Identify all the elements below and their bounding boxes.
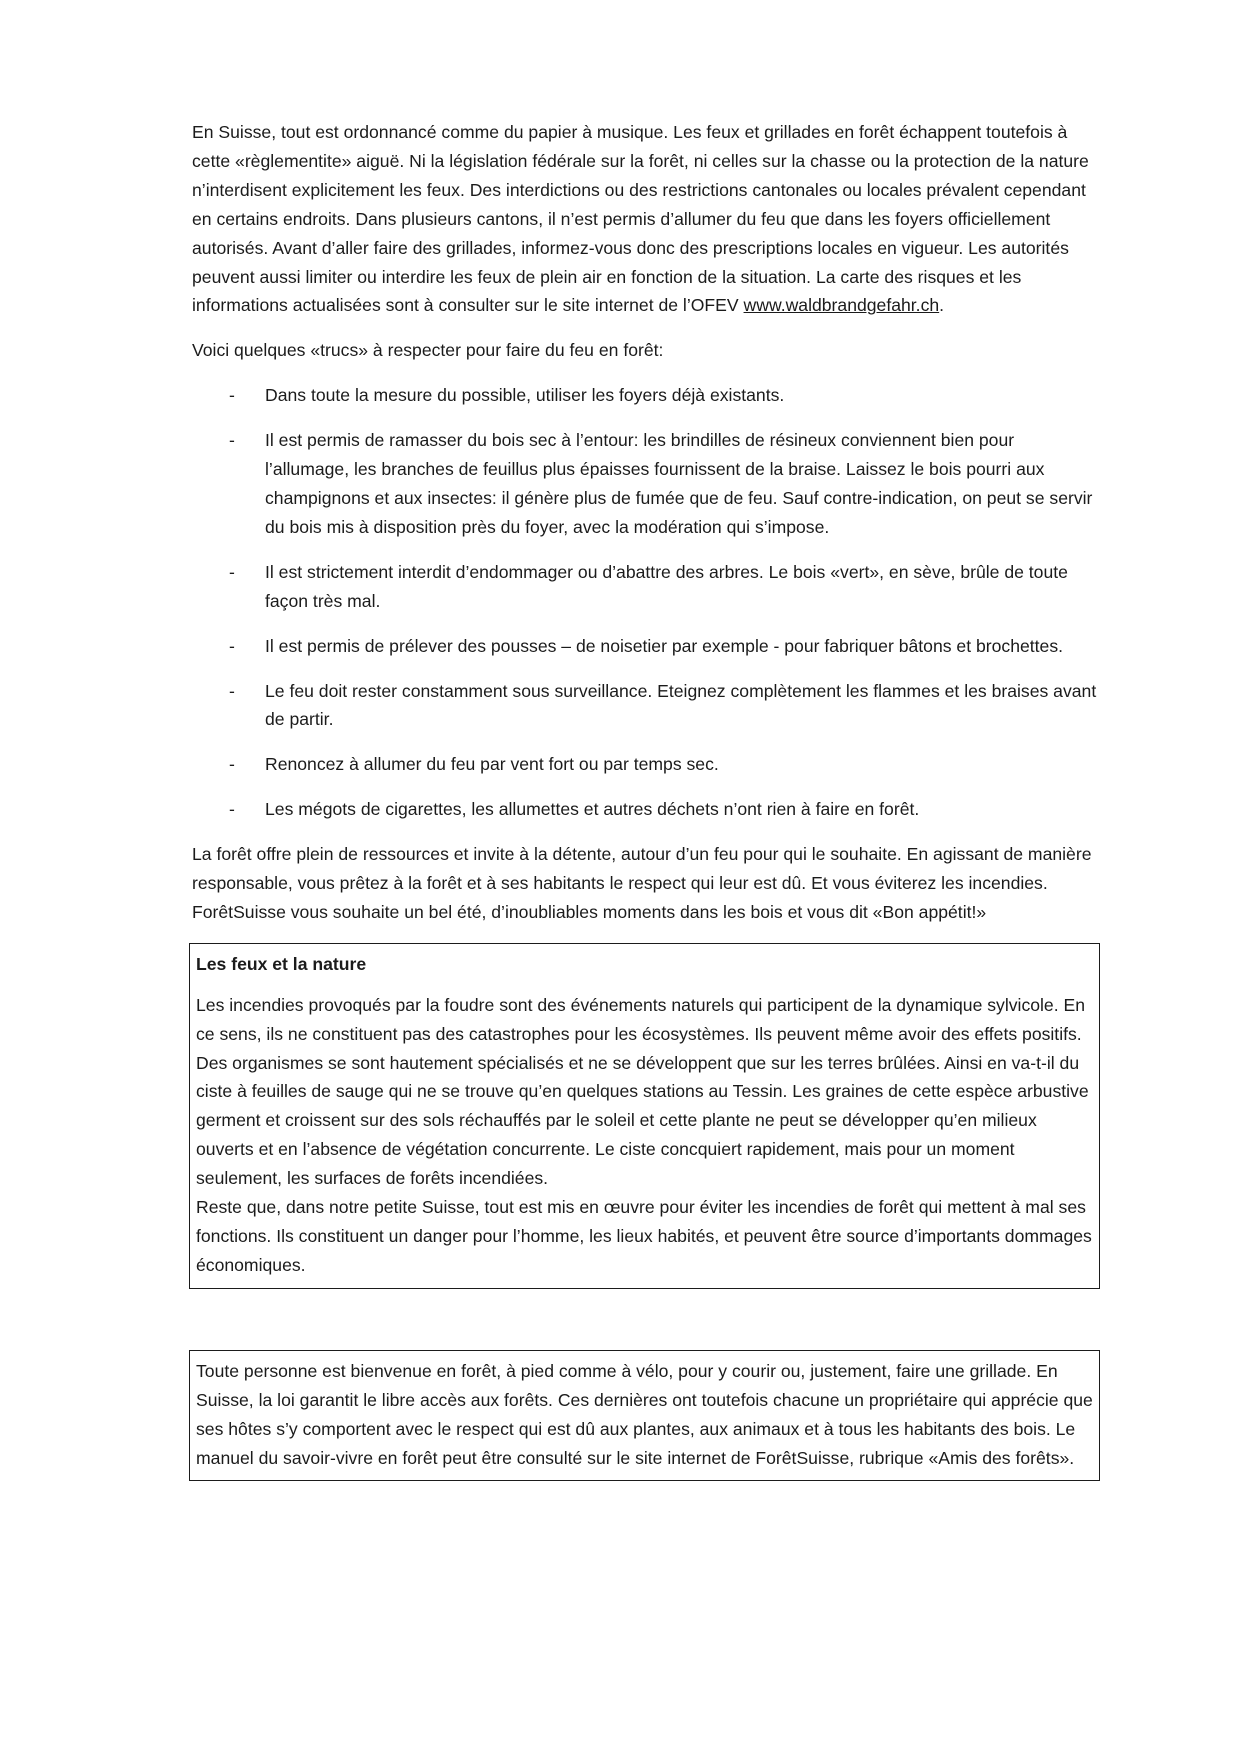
list-item <box>192 677 1097 735</box>
nature-box-title: Les feux et la nature <box>196 953 367 974</box>
tip-text: Le feu doit rester constamment sous surveillance. Eteignez complètement les flammes et les braises avant de partir. <box>265 680 1097 730</box>
list-item <box>192 795 1097 824</box>
bullet-dash: - <box>229 635 235 656</box>
intro-text: En Suisse, tout est ordonnancé comme du papier à musique. Les feux et grillades en forêt échappent toutefois à cette «règlementite» aiguë. Ni la législation fédérale sur la forêt, ni celles sur la chasse ou la protection de la nature n’interdisent explicitement les feux. Des interdictions ou des restrictions cantonales ou locales prévalent cependant en certains endroits. Dans plusieurs cantons, il n’est permis d’allumer du feu que dans les foyers officiellement autorisés. Avant d’aller faire des grillades, informez-vous donc des prescriptions locales en vigueur. Les autorités peuvent aussi limiter ou interdire les feux de plein air en fonction de la situation. La carte des risques et les informations actualisées sont à consulter sur le site internet de l’OFEV <box>192 122 1089 316</box>
bullet-dash: - <box>229 799 235 820</box>
intro-paragraph <box>192 118 1097 320</box>
bullet-dash: - <box>229 680 235 701</box>
bullet-dash: - <box>229 430 235 451</box>
bullet-dash: - <box>229 561 235 582</box>
tip-text: Il est permis de ramasser du bois sec à l’entour: les brindilles de résineux conviennent bien pour l’allumage, les branches de feuillus plus épaisses fournissent de la braise. Laissez le bois pourri aux champignons et aux insectes: il génère plus de fumée que de feu. Sauf contre-indication, on peut se servir du bois mis à disposition près du foyer, avec la modération qui s’impose. <box>265 430 1093 537</box>
list-item <box>192 750 1097 779</box>
nature-info-box <box>189 943 1100 1289</box>
nature-box-paragraph: Reste que, dans notre petite Suisse, tout est mis en œuvre pour éviter les incendies de forêt qui mettent à mal ses fonctions. Ils constituent un danger pour l’homme, les lieux habités, et peuvent être source d’importants dommages économiques. <box>196 1197 1092 1275</box>
tip-text: Il est permis de prélever des pousses – de noisetier par exemple - pour fabriquer bâtons et brochettes. <box>265 635 1064 656</box>
bullet-dash: - <box>229 385 235 406</box>
document-page <box>192 118 1097 1481</box>
list-item <box>192 632 1097 661</box>
list-item <box>192 426 1097 542</box>
bullet-dash: - <box>229 754 235 775</box>
tip-text: Il est strictement interdit d’endommager ou d’abattre des arbres. Le bois «vert», en sève, brûle de toute façon très mal. <box>265 561 1068 611</box>
access-box-paragraph: Toute personne est bienvenue en forêt, à pied comme à vélo, pour y courir ou, justement, faire une grillade. En Suisse, la loi garantit le libre accès aux forêts. Ces dernières ont toutefois chacune un propriétaire qui apprécie que ses hôtes s’y comportent avec le respect qui est dû aux plantes, aux animaux et à tous les habitants des bois. Le manuel du savoir-vivre en forêt peut être consulté sur le site internet de ForêtSuisse, rubrique «Amis des forêts». <box>196 1360 1093 1468</box>
tip-text: Renoncez à allumer du feu par vent fort ou par temps sec. <box>265 754 719 775</box>
tips-intro: Voici quelques «trucs» à respecter pour faire du feu en forêt: <box>192 340 664 361</box>
tips-list <box>192 381 1097 824</box>
list-item <box>192 381 1097 410</box>
forest-access-box <box>189 1350 1100 1482</box>
list-item <box>192 558 1097 616</box>
conclusion-paragraph: La forêt offre plein de ressources et invite à la détente, autour d’un feu pour qui le souhaite. En agissant de manière responsable, vous prêtez à la forêt et à ses habitants le respect qui leur est dû. Et vous éviterez les incendies. ForêtSuisse vous souhaite un bel été, d’inoubliables moments dans les bois et vous dit «Bon appétit!» <box>192 844 1092 922</box>
tip-text: Dans toute la mesure du possible, utiliser les foyers déjà existants. <box>265 385 785 406</box>
tip-text: Les mégots de cigarettes, les allumettes et autres déchets n’ont rien à faire en forêt. <box>265 799 920 820</box>
waldbrandgefahr-link[interactable]: www.waldbrandgefahr.ch <box>743 295 940 316</box>
intro-text-end: . <box>939 295 945 316</box>
nature-box-paragraph: Les incendies provoqués par la foudre sont des événements naturels qui participent de la dynamique sylvicole. En ce sens, ils ne constituent pas des catastrophes pour les écosystèmes. Ils peuvent même avoir des effets positifs. Des organismes se sont hautement spécialisés et ne se développent que sur les terres brûlées. Ainsi en va-t-il du ciste à feuilles de sauge qui ne se trouve qu’en quelques stations au Tessin. Les graines de cette espèce arbustive germent et croissent sur des sols réchauffés par le soleil et cette plante ne peut se développer qu’en milieux ouverts et en l’absence de végétation concurrente. Le ciste concquiert rapidement, mais pour un moment seulement, les surfaces de forêts incendiées. <box>196 994 1089 1189</box>
